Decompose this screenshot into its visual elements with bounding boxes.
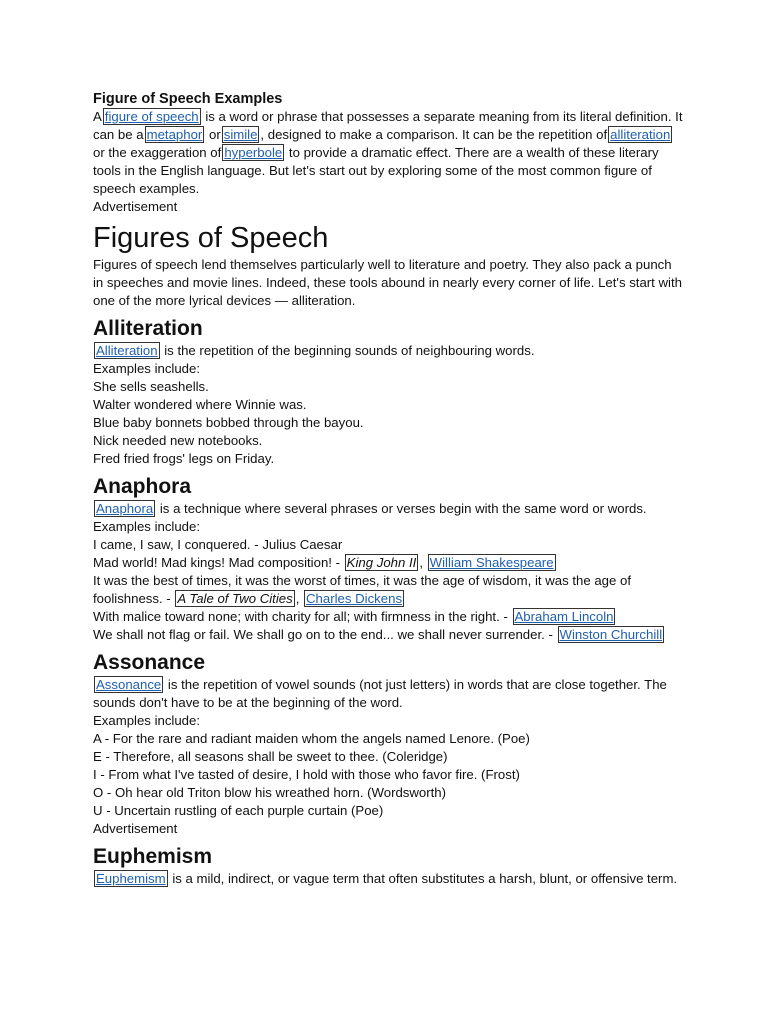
list-item: She sells seashells. — [93, 379, 209, 394]
intro-text: A — [93, 109, 102, 124]
list-item: Walter wondered where Winnie was. — [93, 397, 307, 412]
advertisement-label: Advertisement — [93, 199, 178, 214]
list-item — [93, 626, 685, 644]
abraham-lincoln-link[interactable]: Abraham Lincoln — [514, 609, 614, 624]
king-john-citation: King John II — [346, 555, 417, 570]
hyperbole-link[interactable]: hyperbole — [224, 145, 283, 160]
example-text: We shall not flag or fail. We shall go on to the end... we shall never surrender. - — [93, 627, 553, 642]
intro-title: Figure of Speech Examples — [93, 91, 283, 107]
separator: , — [419, 555, 423, 570]
assonance-term-link[interactable]: Assonance — [96, 677, 162, 692]
examples-label: Examples include: — [93, 361, 201, 376]
definition-text: is the repetition of vowel sounds (not just letters) in words that are close together. The sounds don't have to be at the beginning of the word. — [93, 677, 667, 710]
intro-text: to provide a dramatic effect. There are a wealth of these literary tools in the English language. But let's start out by exploring some of the most common figure of speech examples. — [93, 145, 659, 196]
assonance-heading: Assonance — [93, 651, 206, 674]
intro-text: is a word or phrase that possesses a separate meaning from its literal definition. It can be a — [93, 109, 683, 142]
anaphora-term-link[interactable]: Anaphora — [96, 501, 154, 516]
list-item: A - For the rare and radiant maiden whom the angels named Lenore. (Poe) — [93, 731, 530, 746]
alliteration-definition — [93, 342, 685, 360]
list-item — [93, 554, 685, 572]
assonance-definition — [93, 676, 685, 712]
list-item: U - Uncertain rustling of each purple curtain (Poe) — [93, 803, 384, 818]
metaphor-link[interactable]: metaphor — [146, 127, 203, 142]
definition-text: is a technique where several phrases or verses begin with the same word or words. — [159, 501, 647, 516]
list-item: E - Therefore, all seasons shall be sweet to thee. (Coleridge) — [93, 749, 448, 764]
list-item: I came, I saw, I conquered. - Julius Caesar — [93, 537, 343, 552]
list-item: Blue baby bonnets bobbed through the bayou. — [93, 415, 364, 430]
list-item — [93, 572, 685, 608]
list-item — [93, 608, 685, 626]
alliteration-term-link[interactable]: Alliteration — [96, 343, 158, 358]
alliteration-heading: Alliteration — [93, 317, 203, 340]
document-page — [93, 90, 685, 888]
simile-link[interactable]: simile — [223, 127, 258, 142]
euphemism-term-link[interactable]: Euphemism — [96, 871, 166, 886]
figures-paragraph: Figures of speech lend themselves particularly well to literature and poetry. They also pack a punch in speeches and movie lines. Indeed, these tools abound in nearly every corner of life. Let's start with one of the more lyrical devices — alliteration. — [93, 257, 682, 308]
example-text: Mad world! Mad kings! Mad composition! - — [93, 555, 340, 570]
intro-text: or — [208, 127, 221, 142]
list-item: O - Oh hear old Triton blow his wreathed horn. (Wordsworth) — [93, 785, 447, 800]
examples-label: Examples include: — [93, 713, 201, 728]
definition-text: is the repetition of the beginning sounds of neighbouring words. — [164, 343, 535, 358]
alliteration-link[interactable]: alliteration — [610, 127, 671, 142]
euphemism-heading: Euphemism — [93, 845, 213, 868]
charles-dickens-link[interactable]: Charles Dickens — [306, 591, 403, 606]
figure-of-speech-link[interactable]: figure of speech — [104, 109, 199, 124]
anaphora-heading: Anaphora — [93, 475, 192, 498]
list-item: Nick needed new notebooks. — [93, 433, 263, 448]
advertisement-label: Advertisement — [93, 821, 178, 836]
separator: , — [295, 591, 300, 606]
definition-text: is a mild, indirect, or vague term that often substitutes a harsh, blunt, or offensive term. — [172, 871, 678, 886]
examples-label: Examples include: — [93, 519, 201, 534]
winston-churchill-link[interactable]: Winston Churchill — [559, 627, 663, 642]
euphemism-definition — [93, 870, 685, 888]
list-item: I - From what I've tasted of desire, I hold with those who favor fire. (Frost) — [93, 767, 520, 782]
example-text: With malice toward none; with charity for all; with firmness in the right. - — [93, 609, 508, 624]
william-shakespeare-link[interactable]: William Shakespeare — [429, 555, 554, 570]
tale-of-two-cities-citation: A Tale of Two Cities — [177, 591, 293, 606]
list-item: Fred fried frogs' legs on Friday. — [93, 451, 275, 466]
intro-paragraph — [93, 108, 685, 198]
figures-title: Figures of Speech — [93, 222, 329, 254]
intro-text: , designed to make a comparison. It can be the repetition of — [260, 127, 608, 142]
example-text: It was the best of times, it was the worst of times, it was the age of wisdom, it was the age of foolishness. - — [93, 573, 631, 606]
anaphora-definition — [93, 500, 685, 518]
intro-text: or the exaggeration of — [93, 145, 222, 160]
